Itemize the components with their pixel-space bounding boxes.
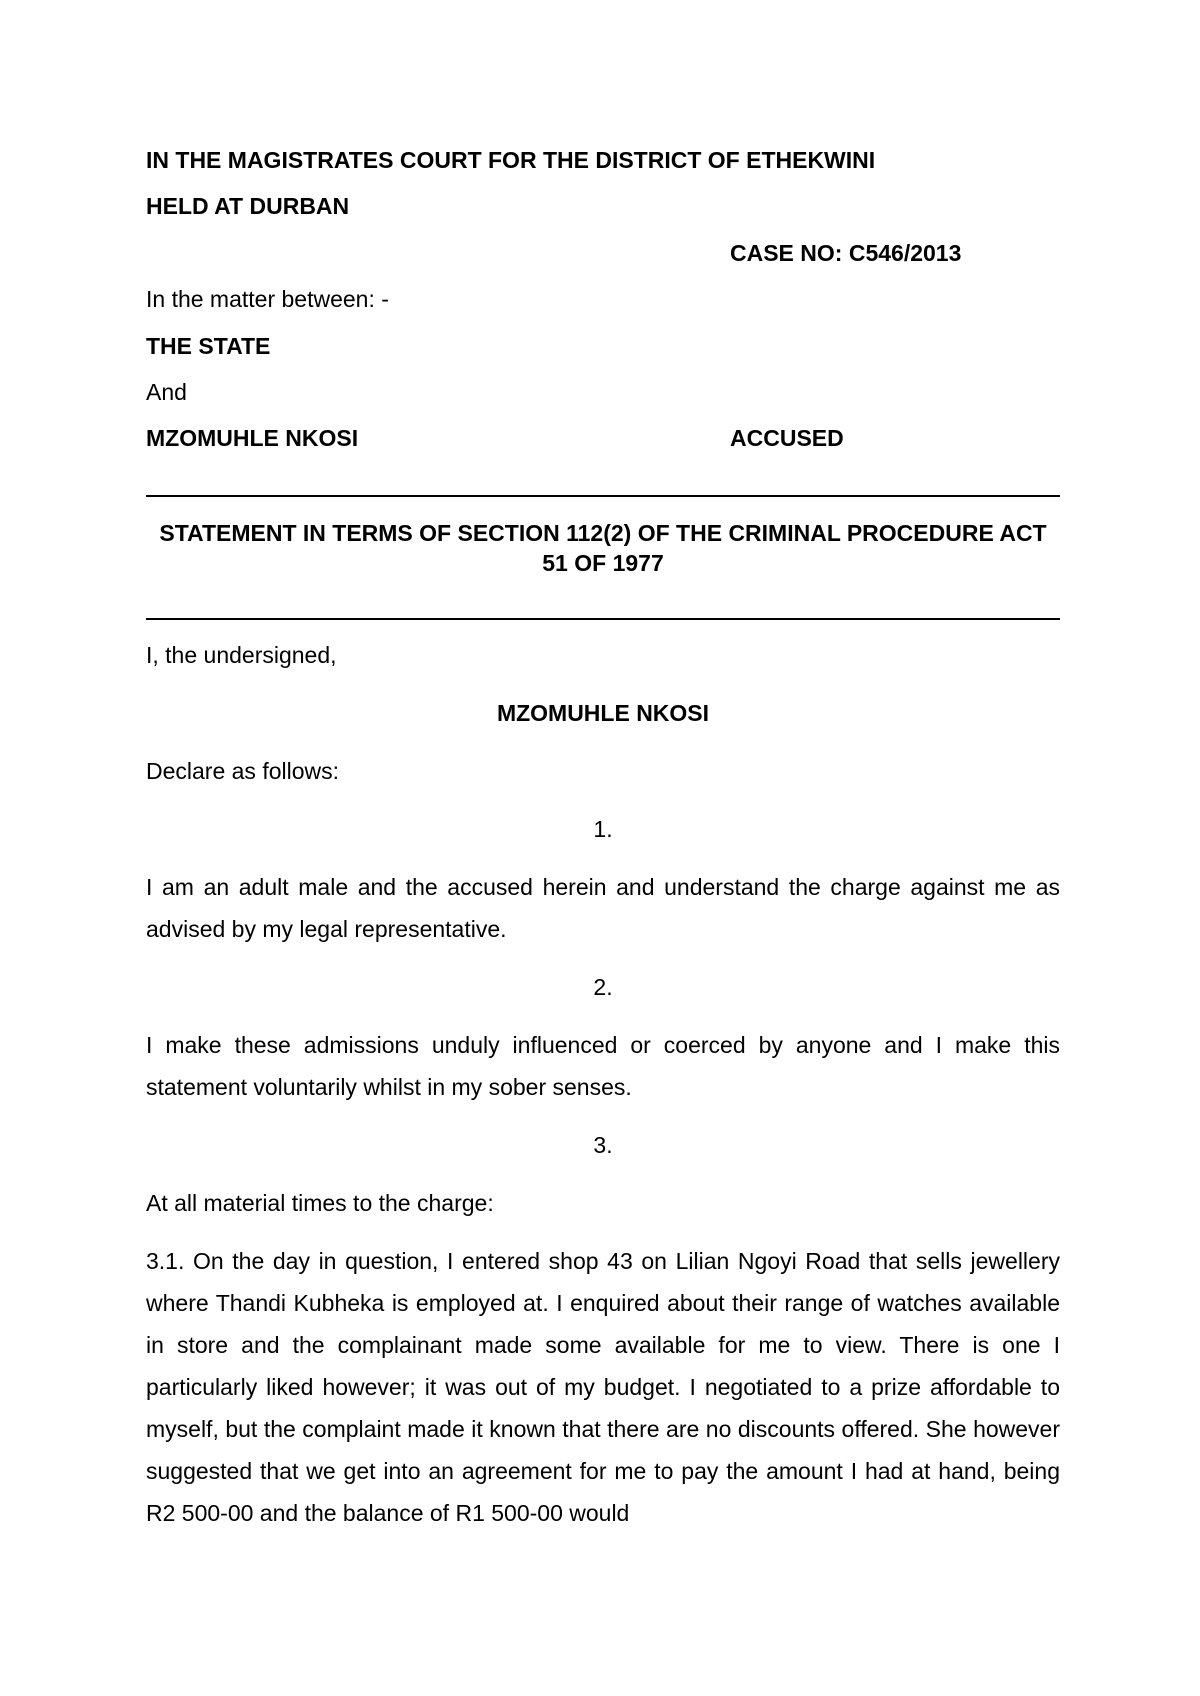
- section-number: 2.: [593, 974, 613, 1000]
- case-number: CASE NO: C546/2013: [730, 240, 962, 266]
- section-number: 1.: [593, 816, 613, 842]
- held-at: HELD AT DURBAN: [146, 193, 350, 219]
- subsection-paragraph: 3.1. On the day in question, I entered shop 43 on Lilian Ngoyi Road that sells jewellery where Thandi Kubheka is employed at. I enquired about their range of watches available in store and the complainant made some available for me to view. There is one I particularly liked however; it was out of my budget. I negotiated to a prize affordable to myself, but the complaint made it known that there are no discounts offered. She however suggested that we get into an agreement for me to pay the amount I had at hand, being R2 500-00 and the balance of R1 500-00 would: [146, 1248, 1060, 1526]
- statement-title: STATEMENT IN TERMS OF SECTION 112(2) OF THE CRIMINAL PROCEDURE ACT 51 OF 1977: [159, 520, 1047, 576]
- declarant-name: MZOMUHLE NKOSI: [496, 700, 710, 726]
- party-state: THE STATE: [146, 333, 271, 359]
- party-conjunction: And: [146, 379, 187, 405]
- declare-line: Declare as follows:: [146, 758, 340, 784]
- divider-top: [146, 495, 1060, 497]
- section-text: I make these admissions unduly influenced or coerced by anyone and I make this statement voluntarily whilst in my sober senses.: [146, 1032, 1060, 1100]
- accused-role: ACCUSED: [730, 425, 844, 451]
- accused-name: MZOMUHLE NKOSI: [146, 425, 359, 451]
- matter-between: In the matter between: -: [146, 286, 389, 312]
- section-text: I am an adult male and the accused herein and understand the charge against me as advised by my legal representative.: [146, 874, 1060, 942]
- section-number: 3.: [593, 1132, 613, 1158]
- section-text: At all material times to the charge:: [146, 1190, 494, 1216]
- divider-bottom: [146, 618, 1060, 620]
- statement-intro: I, the undersigned,: [146, 642, 337, 668]
- court-heading: IN THE MAGISTRATES COURT FOR THE DISTRICT OF ETHEKWINI: [146, 147, 876, 173]
